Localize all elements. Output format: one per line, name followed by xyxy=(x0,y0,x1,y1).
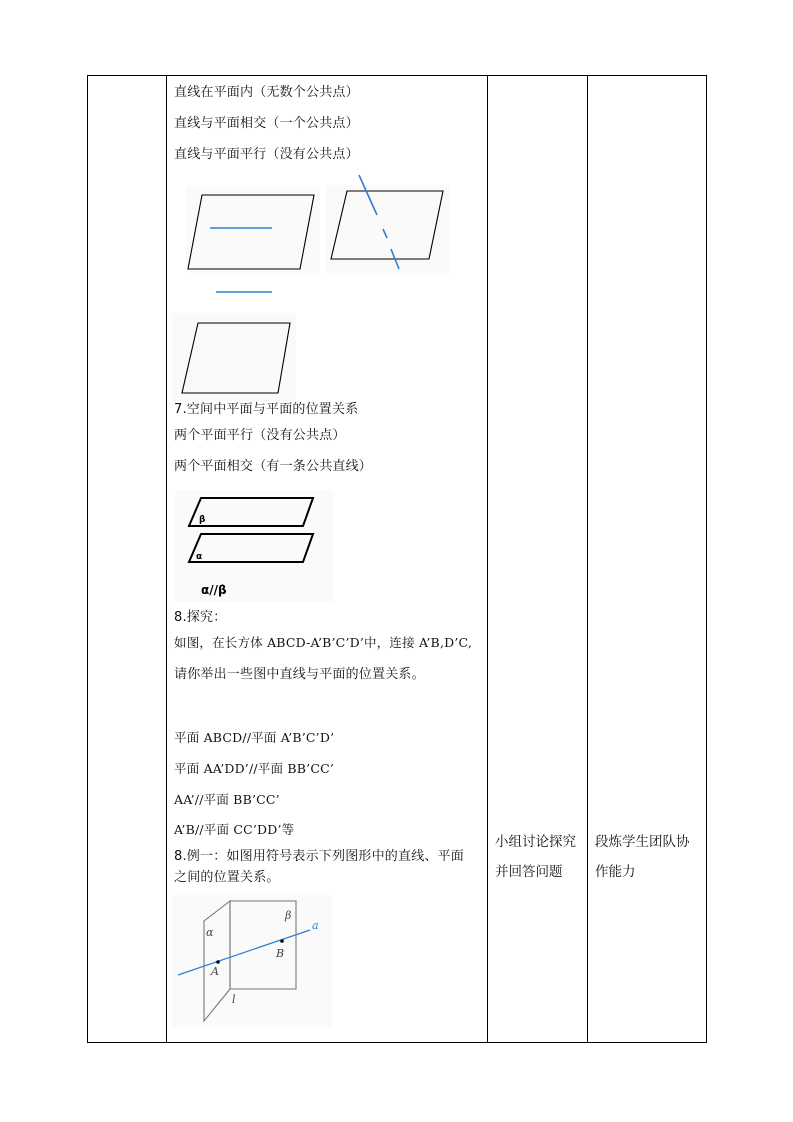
line-l-label: l xyxy=(232,993,236,1006)
section-7-title: 7.空间中平面与平面的位置关系 xyxy=(174,402,359,417)
table-divider-3 xyxy=(587,75,588,1043)
beta-label: β xyxy=(285,909,292,922)
point-b-label: B xyxy=(276,947,285,960)
table-divider-1 xyxy=(166,75,167,1043)
beta-label: β xyxy=(199,515,206,525)
figure-line-in-plane xyxy=(186,187,320,273)
table-border-bottom xyxy=(87,1042,707,1043)
figure-line-parallel-plane xyxy=(172,283,296,401)
figure-line-intersects-plane xyxy=(325,173,449,273)
alpha-label: α xyxy=(196,552,203,562)
activity-line-1: 小组讨论探究 xyxy=(495,834,576,850)
table-divider-2 xyxy=(487,75,488,1043)
table-border-right xyxy=(706,75,707,1043)
alpha-label: α xyxy=(206,926,214,939)
table-border-top xyxy=(87,75,707,76)
figure-parallel-planes xyxy=(175,490,333,602)
figure-intersecting-planes-with-line xyxy=(172,895,332,1027)
purpose-line-1: 段炼学生团队协 xyxy=(595,834,690,850)
activity-line-2: 并回答问题 xyxy=(495,864,563,880)
line-intersects-plane-text: 直线与平面相交（一个公共点） xyxy=(174,116,359,131)
example-title-line-1: 8.例一：如图用符号表示下列图形中的直线、平面 xyxy=(174,849,465,864)
explore-question-line-2: 请你举出一些图中直线与平面的位置关系。 xyxy=(174,667,425,682)
point-a-label: A xyxy=(211,965,219,978)
table-border-left xyxy=(87,75,88,1043)
line-in-plane-text: 直线在平面内（无数个公共点） xyxy=(174,85,359,100)
explore-question-line-1: 如图，在长方体 ABCD-A’B’C’D’中，连接 A’B,D’C, xyxy=(174,635,472,650)
planes-parallel-text: 两个平面平行（没有公共点） xyxy=(174,428,346,443)
answer-3: AA’//平面 BB’CC’ xyxy=(174,792,280,807)
line-parallel-plane-text: 直线与平面平行（没有公共点） xyxy=(174,147,359,162)
answer-2: 平面 AA’DD’//平面 BB’CC’ xyxy=(174,761,335,776)
answer-4: A’B//平面 CC’DD’等 xyxy=(174,822,295,837)
section-8-title: 8.探究： xyxy=(174,610,227,625)
line-a-label: a xyxy=(312,919,319,932)
parallel-caption: α//β xyxy=(201,583,227,597)
answer-1: 平面 ABCD//平面 A’B’C’D’ xyxy=(174,730,335,745)
example-title-line-2: 之间的位置关系。 xyxy=(174,870,280,885)
planes-intersect-text: 两个平面相交（有一条公共直线） xyxy=(174,459,373,474)
purpose-line-2: 作能力 xyxy=(595,864,636,880)
